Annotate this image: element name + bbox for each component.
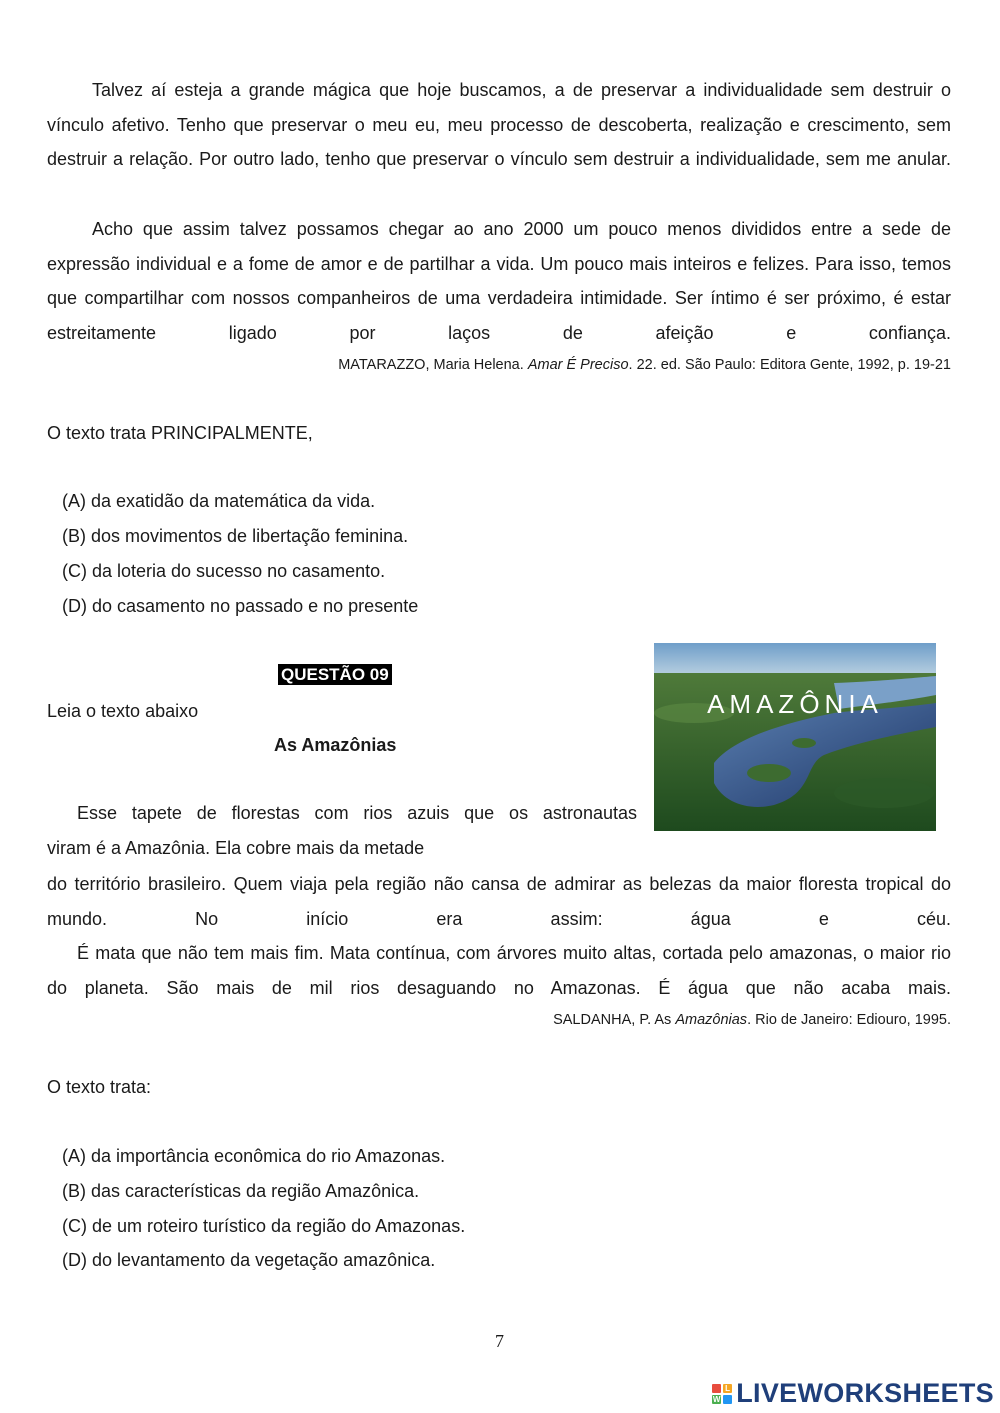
brand-name: LIVEWORKSHEETS — [736, 1378, 994, 1408]
passage2-line1: Esse tapete de florestas com rios azuis que os astronautas — [77, 803, 637, 823]
passage2-line2: viram é a Amazônia. Ela cobre mais da metade — [47, 837, 425, 858]
passage1-paragraph1: Talvez aí esteja a grande mágica que hoje buscamos, a de preservar a individualidade sem destruir o vínculo afetivo. Tenho que preservar o meu eu, meu processo de descoberta, realização e crescimento, sem destruir a relação. Por outro lado, tenho que preservar o vínculo sem destruir a individualidade, sem me anular. — [47, 80, 951, 170]
logo-letter-w: W — [712, 1394, 721, 1404]
page-number: 7 — [495, 1331, 504, 1351]
passage1-citation — [338, 357, 951, 373]
citation-rest: . Rio de Janeiro: Ediouro, 1995. — [747, 1012, 951, 1028]
citation-title: Amazônias — [675, 1012, 748, 1028]
citation-author: MATARAZZO, Maria Helena. — [338, 357, 524, 373]
question8-option-b: (B) dos movimentos de libertação feminina. — [62, 526, 409, 546]
citation-author: SALDANHA, P. As — [553, 1012, 672, 1028]
question8-option-c: (C) da loteria do sucesso no casamento. — [62, 561, 386, 581]
amazonia-photo — [654, 643, 936, 831]
question-badge: QUESTÃO 09 — [278, 664, 392, 685]
question9-option-c: (C) de um roteiro turístico da região do Amazonas. — [62, 1216, 466, 1236]
passage2-wrap-block — [47, 796, 637, 865]
image-caption: AMAZÔNIA — [707, 689, 883, 719]
logo-letter-l: L — [725, 1383, 731, 1393]
question9-option-b: (B) das características da região Amazônica. — [62, 1181, 420, 1201]
liveworksheets-brand — [712, 1378, 994, 1409]
passage2-paragraph2: É mata que não tem mais fim. Mata contínua, com árvores muito altas, cortada pelo amazonas, o maior rio do planeta. São mais de mil rios desaguando no Amazonas. É água que não acaba mais. — [47, 943, 951, 998]
liveworksheets-logo-icon — [712, 1384, 732, 1404]
passage2-citation — [553, 1012, 951, 1028]
question9-prompt: O texto trata: — [47, 1077, 152, 1097]
citation-rest: . 22. ed. São Paulo: Editora Gente, 1992, p. 19-21 — [628, 357, 951, 373]
question8-option-d: (D) do casamento no passado e no presente — [62, 596, 419, 616]
citation-title: Amar É Preciso — [527, 357, 629, 373]
question8-prompt: O texto trata PRINCIPALMENTE, — [47, 423, 313, 443]
question9-option-d: (D) do levantamento da vegetação amazônica. — [62, 1250, 436, 1270]
question9-instruction: Leia o texto abaixo — [47, 701, 199, 721]
passage1-paragraph2: Acho que assim talvez possamos chegar ao ano 2000 um pouco menos divididos entre a sede de expressão individual e a fome de amor e de partilhar a vida. Um pouco mais inteiros e felizes. Para isso, temos que compartilhar com nossos companheiros de uma verdadeira intimidade. Ser íntimo é ser próximo, é estar estreitamente ligado por laços de afeição e confiança. — [47, 219, 951, 344]
passage2-paragraph1-rest: do território brasileiro. Quem viaja pela região não cansa de admirar as belezas da maior floresta tropical do mundo. No início era assim: água e céu. — [47, 874, 951, 929]
passage2-title: As Amazônias — [274, 735, 397, 755]
question9-option-a: (A) da importância econômica do rio Amazonas. — [62, 1146, 446, 1166]
question8-option-a: (A) da exatidão da matemática da vida. — [62, 491, 376, 511]
